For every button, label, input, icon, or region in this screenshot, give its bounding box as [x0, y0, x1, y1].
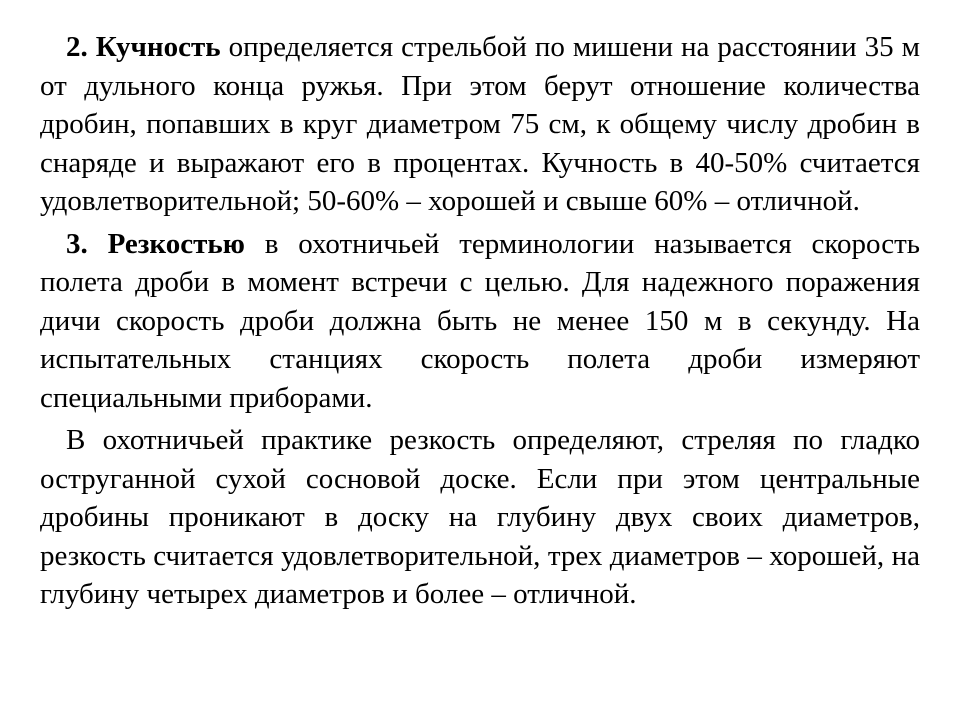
paragraph-practice: [40, 421, 920, 614]
paragraph-text: в охотничьей терминологии называется скорость полета дроби в момент встречи с целью. Для надежного поражения дичи скорость дроби должна быть не менее 150 м в секунду. На испытательных станциях скорость полета дроби измеряют специальными приборами.: [40, 227, 921, 414]
item-number: 3.: [66, 227, 88, 260]
paragraph-text: В охотничьей практике резкость определяют, стреляя по гладко оструганной сухой сосновой доске. Если при этом центральные дробины проникают в доску на глубину двух своих диаметров, резкость считается удовлетворительной, трех диаметров – хорошей, на глубину четырех диаметров и более – отличной.: [40, 424, 920, 610]
paragraph-text: определяется стрельбой по мишени на расстоянии 35 м от дульного конца ружья. При этом берут отношение количества дробин, попавших в круг диаметром 75 см, к общему числу дробин в снаряде и выражают его в процентах. Кучность в 40-50% считается удовлетворительной; 50-60% – хорошей и свыше 60% – отличной.: [40, 31, 920, 217]
slide-content: [40, 28, 920, 618]
item-number: 2.: [66, 31, 88, 63]
paragraph-kuchnost: [40, 28, 920, 221]
paragraph-rezkost: [40, 225, 920, 418]
term-rezkost: Резкостью: [107, 227, 245, 260]
term-kuchnost: Кучность: [95, 31, 221, 63]
